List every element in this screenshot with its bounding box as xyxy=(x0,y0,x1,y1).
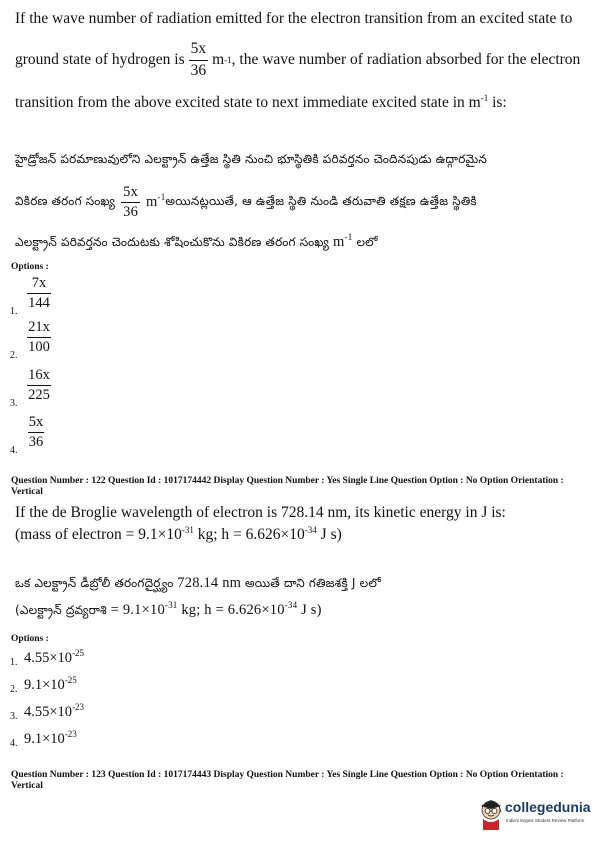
q121-option-1-number: 1. xyxy=(10,306,18,317)
q121-te-line2: వికిరణ తరంగ సంఖ్య $\frac{5x}{36}$ $m^{-1}$ అయినట్లయితే, ఆ ఉత్తేజ స్థితి నుండి తరువాతి తక్షణ ఉత్తేజ స్థితికి xyxy=(15,184,477,220)
q121-te-fraction: $\frac{5x}{36}$ xyxy=(123,184,139,220)
q122-option-1[interactable]: $4.55\times 10^{-25}$ xyxy=(24,648,85,666)
q121-option-3-number: 3. xyxy=(10,398,18,409)
q122-option-4-number: 4. xyxy=(10,738,18,749)
collegedunia-logo xyxy=(477,797,592,833)
q122-options-label: Options : xyxy=(11,634,49,644)
q121-option-4-number: 4. xyxy=(10,445,18,456)
q122-option-3[interactable]: $4.55\times 10^{-23}$ xyxy=(24,702,85,720)
q121-options-label: Options : xyxy=(11,262,49,272)
q122-te-line2: (ఎలక్ట్రాన్ ద్రవ్యరాశి = $9.1\times 10^{-31}$ kg; $h = 6.626\times 10^{-34}$ J s) xyxy=(15,600,322,618)
q122-option-4[interactable]: $9.1\times 10^{-23}$ xyxy=(24,729,77,747)
q122-option-2[interactable]: $9.1\times 10^{-25}$ xyxy=(24,675,77,693)
q121-option-1[interactable]: $\frac{7x}{144}$ xyxy=(28,275,50,311)
q121-en-line2: ground state of hydrogen is $\frac{5x}{36}$ m -1 , the wave number of radiation absorbed for the electron xyxy=(15,40,581,79)
q123-header: Question Number : 123 Question Id : 1017174443 Display Question Number : Yes Single Line Question Option : No Option Orientation : Vertical xyxy=(11,770,564,791)
logo-name: collegedunia xyxy=(505,799,591,815)
mascot-icon xyxy=(477,797,505,831)
q122-en-line1: If the de Broglie wavelength of electron is 728.14 nm, its kinetic energy in J is: xyxy=(15,504,506,521)
q121-te-line1: హైడ్రోజన్ పరమాణువులోని ఎలక్ట్రాన్ ఉత్తేజ స్థితి నుంచి భూస్థితికి పరివర్తనం చెందినపుడు ఉద్గారమైన xyxy=(15,152,488,166)
q121-te-line3: ఎలక్ట్రాన్ పరివర్తనం చెందుటకు శోషించుకొను వికిరణ తరంగ సంఖ్య $m^{-1}$ లలో xyxy=(15,232,378,250)
q121-en-line3: transition from the above excited state to next immediate excited state in $m^{-1}$ is: xyxy=(15,93,507,111)
q121-option-2[interactable]: $\frac{21x}{100}$ xyxy=(28,319,50,355)
q122-option-2-number: 2. xyxy=(10,684,18,695)
q122-header: Question Number : 122 Question Id : 1017174442 Display Question Number : Yes Single Line Question Option : No Option Orientation : Vertical xyxy=(11,476,564,497)
q122-en-line2: (mass of electron = $9.1\times 10^{-31}$ kg; $h = 6.626\times 10^{-34}$ J s) xyxy=(15,525,342,543)
q121-en-line1 xyxy=(15,10,590,29)
q121-option-2-number: 2. xyxy=(10,350,18,361)
q122-te-line1: ఒక ఎలక్ట్రాన్ డీబ్రోలీ తరంగదైర్ఘ్యం 728.14 nm అయితే దాని గతిజశక్తి J లలో xyxy=(15,575,381,591)
q122-option-1-number: 1. xyxy=(10,657,18,668)
q122-option-3-number: 3. xyxy=(10,711,18,722)
q121-option-3[interactable]: $\frac{16x}{225}$ xyxy=(28,367,50,403)
logo-tagline: India's largest Student Review Platform xyxy=(506,818,585,823)
q121-option-4[interactable]: $\frac{5x}{36}$ xyxy=(28,414,44,450)
q121-en-fraction: $\frac{5x}{36}$ xyxy=(190,40,207,79)
q121-en-line1-text: If the wave number of radiation emitted for the electron transition from an excited state to xyxy=(15,10,573,27)
